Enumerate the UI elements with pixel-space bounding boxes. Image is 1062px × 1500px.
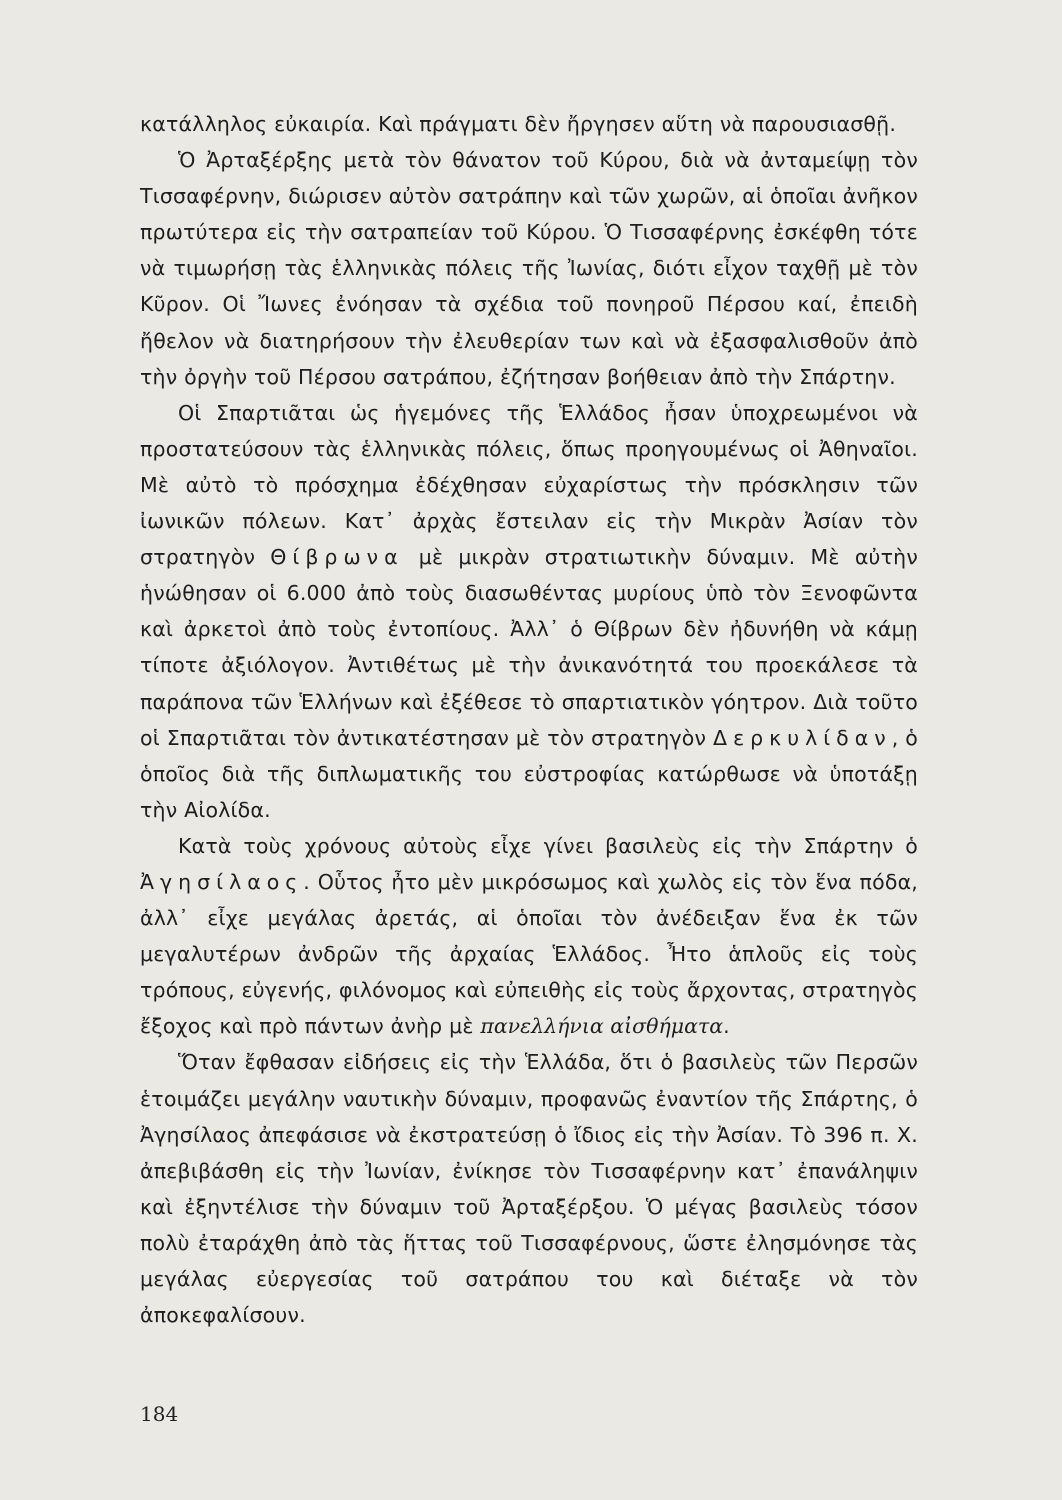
paragraph-4-part-3: . xyxy=(723,1014,730,1039)
paragraph-1: κατάλληλος εὐκαιρία. Καὶ πράγματι δὲν ἤργησεν αὕτη νὰ παρουσιασθῇ. xyxy=(140,112,897,136)
name-thibron: Θίβρωνα xyxy=(270,545,404,570)
paragraph-3 xyxy=(140,395,918,828)
italic-phrase: πανελλήνια αἰσθήματα xyxy=(480,1014,724,1039)
paragraph-2: Ὁ Ἀρταξέρξης μετὰ τὸν θάνατον τοῦ Κύρου, διὰ νὰ ἀνταμείψῃ τὸν Τισσαφέρνην, διώρισεν αὐτὸν σατράπην καὶ τῶν χωρῶν, αἱ ὁποῖαι ἀνῆκον πρωτύτερα εἰς τὴν σατραπείαν τοῦ Κύρου. Ὁ Τισσαφέρνης ἐσκέφθη τότε νὰ τιμωρήσῃ τὰς ἑλληνικὰς πόλεις τῆς Ἰωνίας, διότι εἶχον ταχθῇ μὲ τὸν Κῦρον. Οἱ Ἴωνες ἐνόησαν τὰ σχέδια τοῦ πονηροῦ Πέρσου καί, ἐπειδὴ ἤθελον νὰ διατηρήσουν τὴν ἐλευθερίαν των καὶ νὰ ἐξασφαλισθοῦν ἀπὸ τὴν ὀργὴν τοῦ Πέρσου σατράπου, ἐζήτησαν βοήθειαν ἀπὸ τὴν Σπάρτην. xyxy=(140,148,918,389)
paragraph-3-part-1: Οἱ Σπαρτιᾶται ὡς ἡγεμόνες τῆς Ἑλλάδος ἦσαν ὑποχρεωμένοι νὰ προστατεύσουν τὰς ἑλληνικὰς πόλεις, ὅπως προηγουμένως οἱ Ἀθηναῖοι. Μὲ αὐτὸ τὸ πρόσχημα ἐδέχθησαν εὐχαρίστως τὴν πρόσκλησιν τῶν ἰωνικῶν πόλεων. Κατ᾽ ἀρχὰς ἔστειλαν εἰς τὴν Μικρὰν Ἀσίαν τὸν στρατηγὸν xyxy=(140,400,918,570)
page-number: 184 xyxy=(140,1402,179,1426)
name-dercylidas: Δερκυλίδαν xyxy=(713,725,892,750)
name-agesilaus: Ἀγησίλαος xyxy=(140,869,304,894)
paragraph-4 xyxy=(140,828,918,1045)
paragraph-3-part-3: , ὁ ὁποῖος διὰ τῆς διπλωματικῆς του εὐστροφίας κατώρθωσε νὰ ὑποτάξῃ τὴν Αἰολίδα. xyxy=(140,725,918,822)
paragraph-5: Ὅταν ἔφθασαν εἰδήσεις εἰς τὴν Ἑλλάδα, ὅτι ὁ βασιλεὺς τῶν Περσῶν ἑτοιμάζει μεγάλην ναυτικὴν δύναμιν, προφανῶς ἐναντίον τῆς Σπάρτης, ὁ Ἀγησίλαος ἀπεφάσισε νὰ ἐκστρατεύσῃ ὁ ἴδιος εἰς τὴν Ἀσίαν. Τὸ 396 π. Χ. ἀπεβιβάσθη εἰς τὴν Ἰωνίαν, ἐνίκησε τὸν Τισσαφέρνην κατ᾽ ἐπανάληψιν καὶ ἐξηντέλισε τὴν δύναμιν τοῦ Ἀρταξέρξου. Ὁ μέγας βασιλεὺς τόσον πολὺ ἐταράχθη ἀπὸ τὰς ἥττας τοῦ Τισσαφέρνους, ὥστε ἐλησμόνησε τὰς μεγάλας εὐεργεσίας τοῦ σατράπου του καὶ διέταξε νὰ τὸν ἀποκεφαλίσουν. xyxy=(140,1050,918,1328)
paragraph-4-part-2: . Οὗτος ἦτο μὲν μικρόσωμος καὶ χωλὸς εἰς τὸν ἕνα πόδα, ἀλλ᾽ εἶχε μεγάλας ἀρετάς, αἱ ὁποῖαι τὸν ἀνέδειξαν ἕνα ἐκ τῶν μεγαλυτέρων ἀνδρῶν τῆς ἀρχαίας Ἑλλάδος. Ἦτο ἁπλοῦς εἰς τοὺς τρόπους, εὐγενής, φιλόνομος καὶ εὐπειθὴς εἰς τοὺς ἄρχοντας, στρατηγὸς ἔξοχος καὶ πρὸ πάντων ἀνὴρ μὲ xyxy=(140,869,918,1039)
body-text xyxy=(140,106,918,1333)
paragraph-4-part-1: Κατὰ τοὺς χρόνους αὐτοὺς εἶχε γίνει βασιλεὺς εἰς τὴν Σπάρτην ὁ xyxy=(178,833,918,858)
paragraph-3-part-2: μὲ μικρὰν στρατιωτικὴν δύναμιν. Μὲ αὐτὴν ἡνώθησαν οἱ 6.000 ἀπὸ τοὺς διασωθέντας μυρίους ὑπὸ τὸν Ξενοφῶντα καὶ ἀρκετοὶ ἀπὸ τοὺς ἐντοπίους. Ἀλλ᾽ ὁ Θίβρων δὲν ἠδυνήθη νὰ κάμῃ τίποτε ἀξιόλογον. Ἀντιθέτως μὲ τὴν ἀνικανότητά του προεκάλεσε τὰ παράπονα τῶν Ἑλλήνων καὶ ἐξέθεσε τὸ σπαρτιατικὸν γόητρον. Διὰ τοῦτο οἱ Σπαρτιᾶται τὸν ἀντικατέστησαν μὲ τὸν στρατηγὸν xyxy=(140,545,918,750)
